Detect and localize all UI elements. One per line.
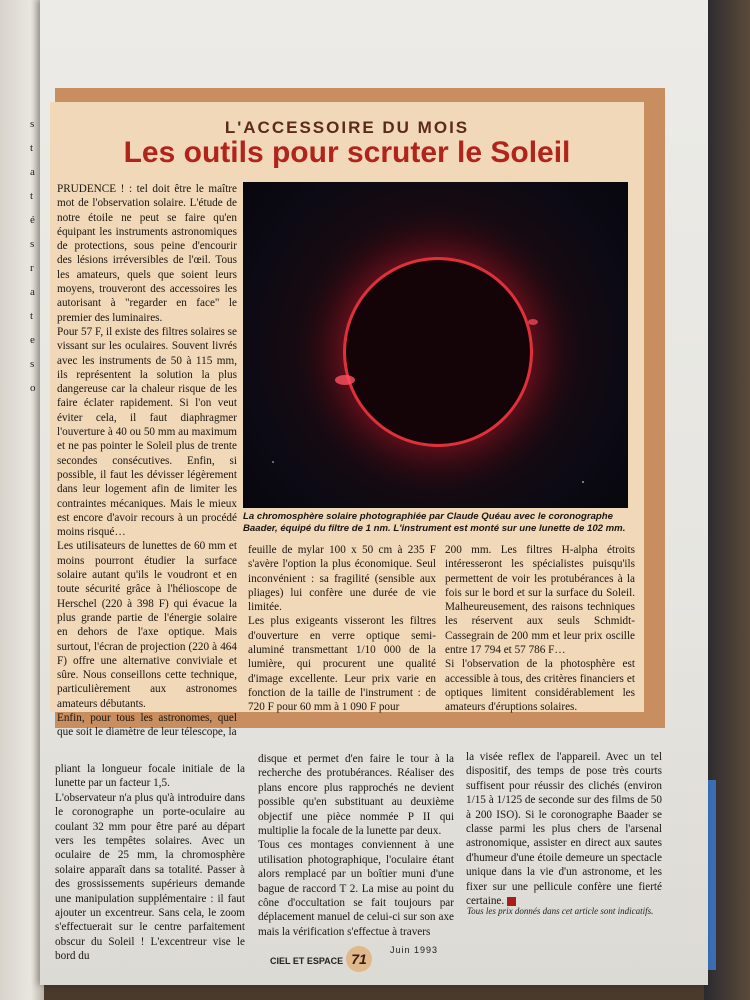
paragraph: pliant la longueur focale initiale de la lunette par un facteur 1,5. — [55, 763, 245, 790]
prominence — [335, 375, 355, 385]
lower-column-3 — [466, 750, 662, 908]
left-page-fragment: a — [30, 286, 35, 298]
paragraph: feuille de mylar 100 x 50 cm à 235 F s'avère l'option la plus économique. Seul inconvénient : sa fragilité (sensible aux pliages) lui confère une durée de vie limitée. — [248, 544, 436, 614]
left-page-fragment: e — [30, 334, 35, 346]
article-title: Les outils pour scruter le Soleil — [123, 136, 571, 169]
left-page-fragment: r — [30, 262, 34, 274]
paragraph-text: la visée reflex de l'appareil. Avec un tel dispositif, des temps de pose très courts suffisent pour réussir des clichés (environ 1/15 à 1/125 de seconde sur des films de 50 à 200 ISO). Si le coronographe Baader se classe parmi les plus chers de l'arsenal astronomique, assister en direct aux sautes d'humeur d'une étoile demeure un spectacle unique dans la vie d'un astronome, et les fixer sur une pellicule confère une fierté certaine. — [466, 751, 662, 908]
issue-date: Juin 1993 — [390, 945, 439, 955]
article-middle-column — [248, 543, 436, 714]
star — [582, 481, 584, 483]
left-page-fragment: t — [30, 142, 34, 154]
left-page-fragment: é — [30, 214, 35, 226]
paragraph: L'observateur n'a plus qu'à introduire dans le coronographe un porte-oculaire au coulant 32 mm pour être paré au départ vers les tempêtes solaires. Avec un oculaire de 25 mm, la chromosphère solaire apparaît dans sa totalité. Passer à des grossissements supérieurs demande une manipulation supplémentaire : il faut ajouter un excentreur. Sans cela, le zoom s'effectuerait sur le centre parfaitement obscur du Soleil ! L'excentreur vise le bord du — [55, 791, 245, 963]
section-kicker: L'ACCESSOIRE DU MOIS — [224, 118, 470, 137]
chromosphere-photo — [243, 182, 628, 508]
left-page-fragment: t — [30, 190, 34, 202]
eclipse-image — [243, 182, 628, 508]
left-page-fragment: o — [30, 382, 36, 394]
paragraph: Enfin, pour tous les astronomes, quel que soit le diamètre de leur télescope, la — [57, 711, 237, 739]
left-page-fragment: s — [30, 358, 35, 370]
paragraph: 200 mm. Les filtres H-alpha étroits intéresseront les spécialistes puisqu'ils permettent de voir les protubérances à la fois sur le bord et sur la surface du Soleil. Malheureusement, des raisons techniques les réservent aux seuls Schmidt-Cassegrain de 200 mm et leur prix oscille entre 17 794 et 57 786 F… — [445, 544, 635, 657]
moon-disk — [346, 260, 530, 444]
paragraph: Si l'observation de la photosphère est accessible à tous, des critères financiers et optiques limitent considérablement les amateurs d'éruptions solaires. — [445, 658, 635, 714]
paragraph: Tous ces montages conviennent à une utilisation photographique, l'oculaire étant alors remplacé par un boîtier muni d'une bague de raccord T 2. La mise au point du cône d'occultation se fait toujours par déplacement manuel de celui-ci sur son axe mais la vérification s'effectue à travers — [258, 839, 454, 938]
paragraph: Les utilisateurs de lunettes de 60 mm et moins pourront étudier la surface solaire autant qu'ils le voudront et en toute sécurité grâce à l'hélioscope de Herschel (220 à 398 F) qui évacue la plus grande partie de l'énergie solaire en dehors de l'axe optique. Mais surtout, l'écran de projection (220 à 464 F) offre une alternative conviviale et sûre. Nous conseillons cette technique, particulièrement aux astronomes amateurs débutants. — [57, 540, 237, 710]
star — [272, 461, 274, 463]
paragraph: disque et permet d'en faire le tour à la recherche des protubérances. Réaliser des plans encore plus rapprochés ne devient possible qu'en substituant au deuxième objectif une pièce nommée P II qui multiplie la focale de la lunette par deux. — [258, 753, 454, 838]
page-number: 71 — [346, 946, 372, 972]
magazine-name: CIEL ET ESPACE — [270, 956, 344, 966]
photo-caption: La chromosphère solaire photographiée par Claude Quéau avec le coronographe Baader, équipé du filtre de 1 nm. L'instrument est monté sur une lunette de 102 mm. — [243, 511, 626, 534]
left-page-fragment: a — [30, 166, 35, 178]
price-note: Tous les prix donnés dans cet article sont indicatifs. — [467, 906, 654, 916]
end-of-article-mark — [507, 897, 516, 906]
article-left-column — [57, 182, 237, 739]
paragraph: Les plus exigeants visseront les filtres d'ouverture en verre optique semi-aluminé transmettant 1/10 000 de la lumière, qui procurent une qualité d'image excellente. Leur prix varie en fonction de la taille de l'instrument : de 720 F pour 60 mm à 1 090 F pour — [248, 615, 436, 714]
left-page-fragment: t — [30, 310, 34, 322]
left-page-edge — [0, 0, 44, 1000]
paragraph — [466, 750, 662, 908]
paragraph: Pour 57 F, il existe des filtres solaires se vissant sur les oculaires. Souvent livrés avec les instruments de 50 à 115 mm, ils représentent la solution la plus dangereuse car la chaleur risque de les faire éclater rapidement. Si l'on veut éviter cela, il faut diaphragmer l'ouverture à 40 ou 50 mm au maximum et ne pas pointer le Soleil plus de trente secondes consécutives. Enfin, si possible, il faut les dévisser légèrement dans leur logement afin de limiter les contraintes mécaniques. Mais le mieux est encore d'avoir recours à un procédé moins risqué… — [57, 325, 237, 539]
left-page-fragment: s — [30, 118, 35, 130]
lower-column-1 — [55, 762, 245, 963]
left-page-fragment: s — [30, 238, 35, 250]
article-right-column — [445, 543, 635, 714]
lower-column-2 — [258, 752, 454, 942]
prominence — [528, 319, 538, 325]
paragraph: PRUDENCE ! : tel doit être le maître mot de l'observation solaire. L'étude de notre étoile ne peut se faire qu'en équipant les instruments astronomiques de protections, sous peine d'encourir des lésions irréversibles de l'œil. Tous les amateurs, quels que soient leurs moyens, trouveront des accessoires les autorisant à "regarder en face" le premier des luminaires. — [57, 183, 237, 324]
